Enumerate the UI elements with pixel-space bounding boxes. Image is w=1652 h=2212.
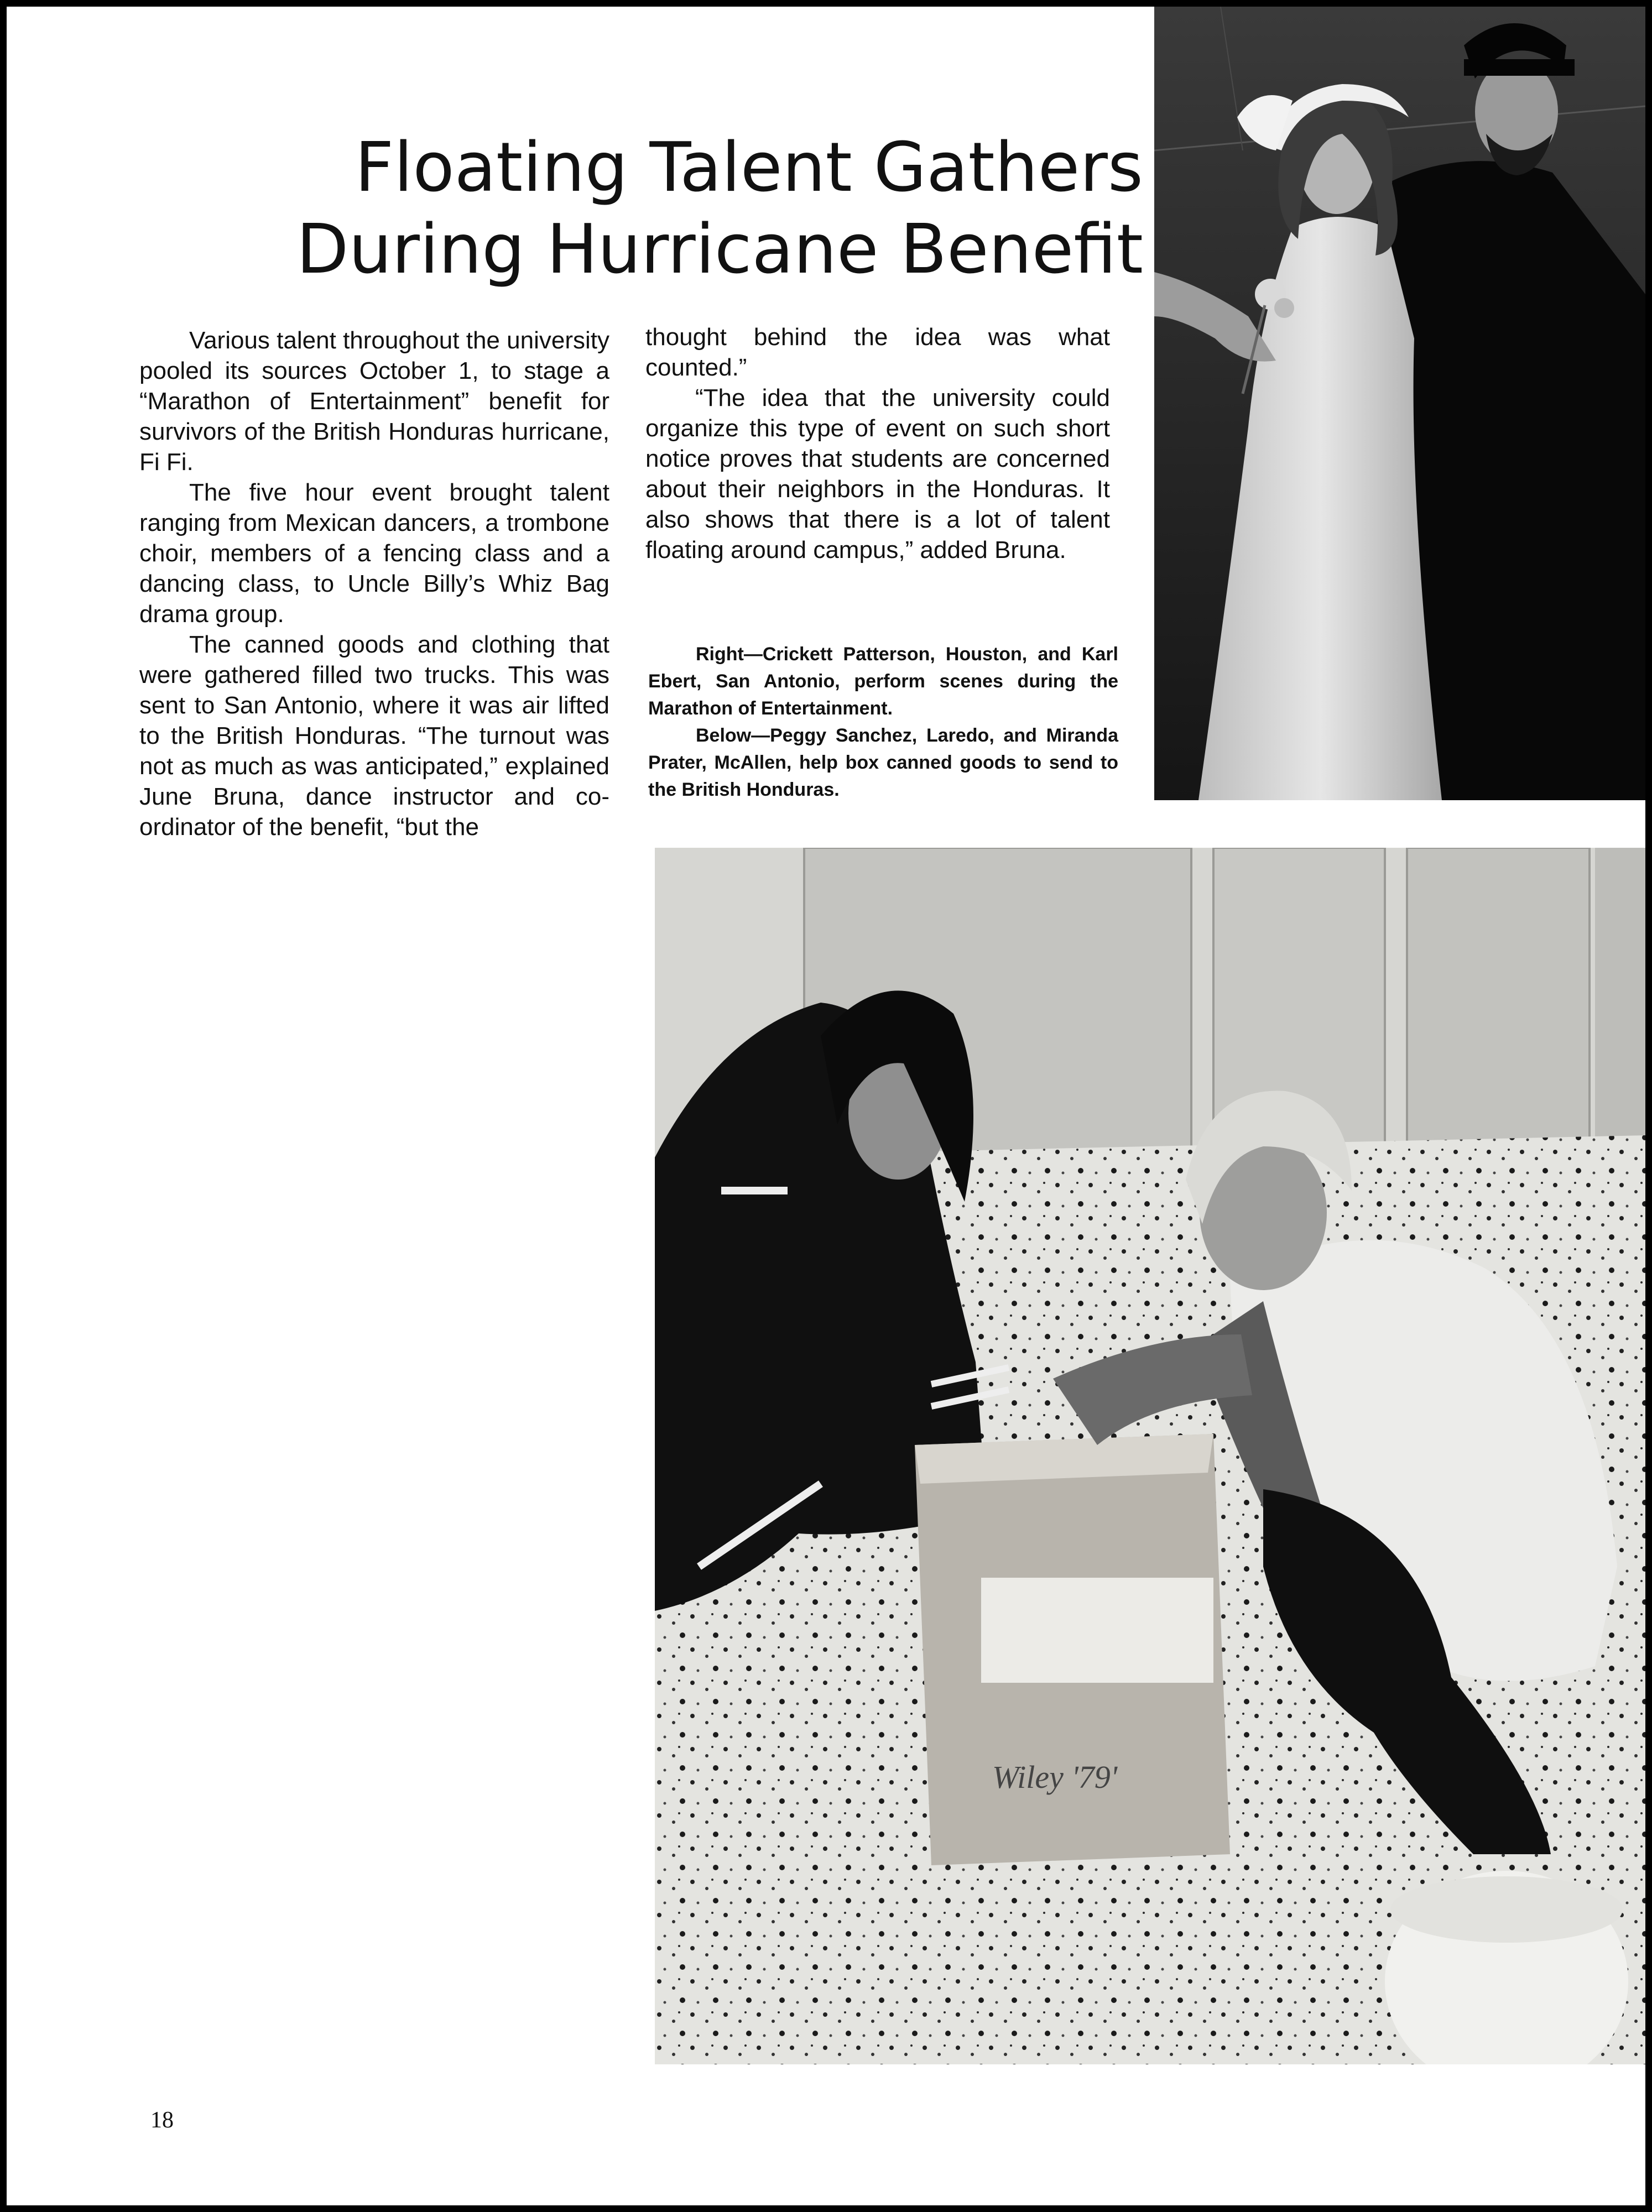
caption-below: Below—Peggy Sanchez, Laredo, and Miranda Prater, McAllen, help box canned goods to send to the British Honduras. (648, 725, 1118, 800)
page-number: 18 (150, 2107, 174, 2133)
article-column-2 (645, 322, 1110, 565)
article-paragraph-continued: thought behind the idea was what counted.” (645, 324, 1110, 381)
photo-boxing-goods (655, 848, 1645, 2064)
article-headline (148, 127, 1143, 291)
photo-performers-image (1154, 7, 1645, 800)
caption-right: Right—Crickett Patterson, Houston, and Karl Ebert, San Antonio, perform scenes during the Marathon of Entertainment. (648, 644, 1118, 719)
photo-performers (1154, 7, 1645, 800)
headline-line-2: During Hurricane Benefit (296, 210, 1143, 289)
photo-boxing-goods-image (655, 848, 1645, 2064)
article-paragraph: Various talent throughout the university pooled its sources October 1, to stage a “Marathon of Entertainment” benefit for survivors of the British Honduras hurricane, Fi Fi. (139, 327, 609, 476)
yearbook-page (7, 7, 1645, 2205)
photo-captions (648, 641, 1118, 804)
article-paragraph: The five hour event brought talent ranging from Mexican dancers, a trombone choir, members of a fencing class and a dancing class, to Uncle Billy’s Whiz Bag drama group. (139, 479, 609, 628)
headline-line-1: Floating Talent Gathers (355, 128, 1143, 207)
box-marking: Wiley '79' (992, 1759, 1118, 1795)
article-paragraph: “The idea that the university could organize this type of event on such short notice proves that students are concerned about their neighbors in the Honduras. It also shows that there is a lot of talent floating around campus,” added Bruna. (645, 384, 1110, 564)
article-column-1 (139, 325, 609, 842)
article-paragraph: The canned goods and clothing that were gathered filled two trucks. This was sent to San Antonio, where it was air lifted to the British Honduras. “The turnout was not as much as was anticipated,” explained June Bruna, dance instructor and co-ordinator of the benefit, “but the (139, 631, 609, 841)
